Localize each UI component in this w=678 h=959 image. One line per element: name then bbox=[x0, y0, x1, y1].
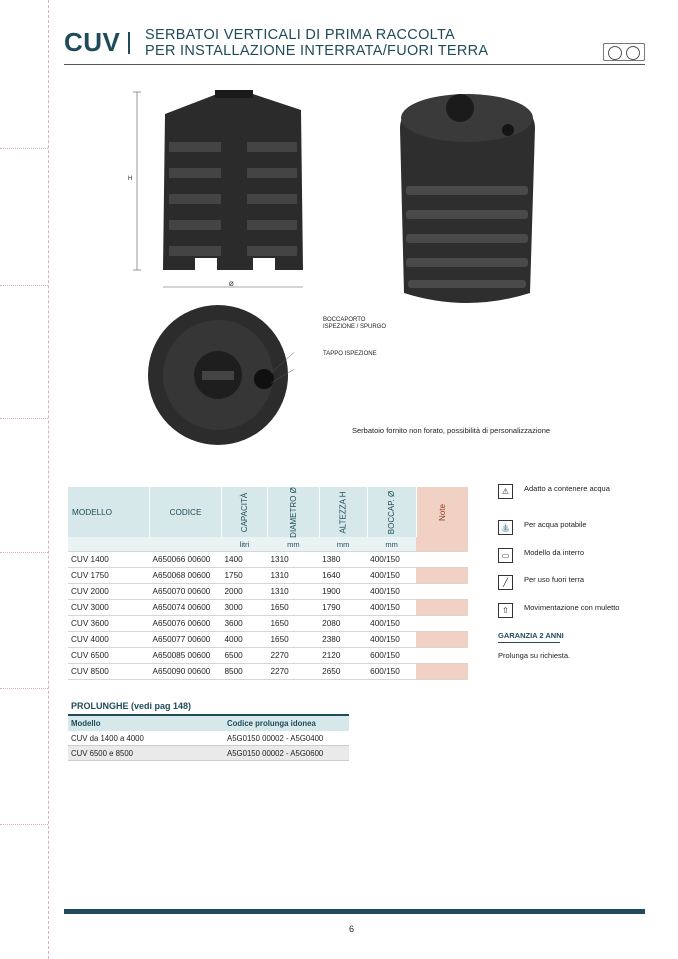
col-note: Note bbox=[416, 487, 468, 537]
col-codice: CODICE bbox=[150, 487, 222, 537]
tank-top-view bbox=[146, 303, 294, 451]
cell-altezza: 1790 bbox=[319, 600, 367, 616]
cell-codice: A650066 00600 bbox=[150, 552, 222, 568]
cell-capacita: 2000 bbox=[222, 584, 268, 600]
cell-boccap: 400/150 bbox=[367, 632, 416, 648]
tank-3d-view bbox=[390, 88, 545, 313]
cell-codice: A650076 00600 bbox=[150, 616, 222, 632]
cell-capacita: 4000 bbox=[222, 632, 268, 648]
legend-text: Adatto a contenere acqua bbox=[524, 484, 610, 493]
extensions-title: PROLUNGHE (vedi pag 148) bbox=[71, 701, 192, 711]
cell-modello: CUV 1400 bbox=[68, 552, 150, 568]
cell-diametro: 2270 bbox=[268, 664, 320, 680]
unit-altezza: mm bbox=[319, 537, 367, 552]
tap-icon: ⛲ bbox=[498, 520, 513, 535]
diameter-label: Ø bbox=[229, 282, 234, 288]
cell-note bbox=[416, 664, 468, 680]
cell-altezza: 1640 bbox=[319, 568, 367, 584]
margin-line bbox=[48, 0, 49, 959]
cell-modello: CUV 3600 bbox=[68, 616, 150, 632]
table-row bbox=[68, 648, 468, 664]
page-number: 6 bbox=[349, 924, 355, 934]
cell-modello: CUV 3000 bbox=[68, 600, 150, 616]
warranty-label: GARANZIA 2 ANNI bbox=[498, 631, 564, 640]
warning-water-icon: ⚠ bbox=[498, 484, 513, 499]
cell-note bbox=[416, 616, 468, 632]
cell-diametro: 1650 bbox=[268, 632, 320, 648]
footer-bar bbox=[64, 909, 645, 914]
margin-tick bbox=[0, 552, 48, 553]
forklift-icon: ⇧ bbox=[498, 603, 513, 618]
cell-capacita: 1750 bbox=[222, 568, 268, 584]
cell-altezza: 1900 bbox=[319, 584, 367, 600]
table-row bbox=[68, 600, 468, 616]
unit-boccap: mm bbox=[367, 537, 416, 552]
cell-codice: A650074 00600 bbox=[150, 600, 222, 616]
product-code: CUV bbox=[64, 27, 121, 57]
above-ground-crossed-icon: ╱ bbox=[498, 575, 513, 590]
header-rule bbox=[64, 64, 645, 65]
cell-codice: A650085 00600 bbox=[150, 648, 222, 664]
table-row bbox=[68, 616, 468, 632]
warranty-rule bbox=[498, 642, 560, 643]
header-separator bbox=[128, 32, 130, 54]
col-modello: MODELLO bbox=[68, 487, 150, 537]
margin-tick bbox=[0, 824, 48, 825]
cell-altezza: 2380 bbox=[319, 632, 367, 648]
col-capacita: CAPACITÀ bbox=[222, 487, 268, 537]
cell-note bbox=[416, 648, 468, 664]
legend-text: Per acqua potabile bbox=[524, 520, 587, 529]
cell-boccap: 400/150 bbox=[367, 600, 416, 616]
cell-note bbox=[416, 552, 468, 568]
legend-text: Per uso fuori terra bbox=[524, 575, 585, 584]
cell-capacita: 1400 bbox=[222, 552, 268, 568]
recycle-icon bbox=[608, 46, 622, 60]
cell-boccap: 400/150 bbox=[367, 552, 416, 568]
legend-text: Movimentazione con muletto bbox=[524, 603, 620, 612]
page-title-line1: SERBATOI VERTICALI DI PRIMA RACCOLTA bbox=[145, 27, 455, 43]
cell-codice: A650070 00600 bbox=[150, 584, 222, 600]
height-label: H bbox=[128, 176, 133, 182]
cell-altezza: 2080 bbox=[319, 616, 367, 632]
table-row bbox=[68, 632, 468, 648]
cell-capacita: 3000 bbox=[222, 600, 268, 616]
cell-capacita: 8500 bbox=[222, 664, 268, 680]
margin-tick bbox=[0, 418, 48, 419]
col-boccap: BOCCAP. Ø bbox=[367, 487, 416, 537]
margin-tick bbox=[0, 148, 48, 149]
cell-boccap: 400/150 bbox=[367, 584, 416, 600]
cell-modello: CUV 6500 bbox=[68, 648, 150, 664]
cell-diametro: 1310 bbox=[268, 568, 320, 584]
extensions-table bbox=[68, 716, 349, 761]
cell-altezza: 2650 bbox=[319, 664, 367, 680]
cell-modello: CUV 4000 bbox=[68, 632, 150, 648]
recycle-icon bbox=[626, 46, 640, 60]
underground-icon: ▭ bbox=[498, 548, 513, 563]
cell-note bbox=[416, 584, 468, 600]
ext-row-codice: A5G0150 00002 - A5G0400 bbox=[224, 731, 349, 746]
col-diametro: DIAMETRO Ø bbox=[268, 487, 320, 537]
page-title-line2: PER INSTALLAZIONE INTERRATA/FUORI TERRA bbox=[145, 43, 489, 59]
cell-boccap: 600/150 bbox=[367, 664, 416, 680]
table-row bbox=[68, 568, 468, 584]
cell-modello: CUV 2000 bbox=[68, 584, 150, 600]
drawing-caption: Serbatoio fornito non forato, possibilità di personalizzazione bbox=[352, 426, 551, 435]
cell-capacita: 6500 bbox=[222, 648, 268, 664]
cell-boccap: 400/150 bbox=[367, 616, 416, 632]
cell-altezza: 1380 bbox=[319, 552, 367, 568]
cell-modello: CUV 1750 bbox=[68, 568, 150, 584]
margin-tick bbox=[0, 285, 48, 286]
cell-diametro: 1310 bbox=[268, 552, 320, 568]
legend-text: Modello da interro bbox=[524, 548, 585, 557]
tank-side-view bbox=[125, 88, 315, 293]
recycle-icons bbox=[603, 43, 645, 61]
cell-diametro: 1650 bbox=[268, 616, 320, 632]
ext-col-codice: Codice prolunga idonea bbox=[224, 716, 349, 731]
cell-modello: CUV 8500 bbox=[68, 664, 150, 680]
unit-capacita: litri bbox=[222, 537, 268, 552]
extension-note: Prolunga su richiesta. bbox=[498, 651, 571, 660]
table-row bbox=[68, 664, 468, 680]
cell-note bbox=[416, 632, 468, 648]
cell-note bbox=[416, 600, 468, 616]
cell-boccap: 400/150 bbox=[367, 568, 416, 584]
ext-row-modello: CUV 6500 e 8500 bbox=[68, 746, 224, 761]
label-boccaporto-1: BOCCAPORTO bbox=[323, 317, 366, 323]
label-tappo: TAPPO ISPEZIONE bbox=[323, 351, 377, 357]
cell-codice: A650077 00600 bbox=[150, 632, 222, 648]
cell-diametro: 1310 bbox=[268, 584, 320, 600]
ext-row-codice: A5G0150 00002 - A5G0600 bbox=[224, 746, 349, 761]
cell-codice: A650068 00600 bbox=[150, 568, 222, 584]
cell-note bbox=[416, 568, 468, 584]
table-row bbox=[68, 584, 468, 600]
cell-diametro: 2270 bbox=[268, 648, 320, 664]
spec-table bbox=[68, 487, 469, 680]
col-altezza: ALTEZZA H bbox=[319, 487, 367, 537]
cell-codice: A650090 00600 bbox=[150, 664, 222, 680]
margin-tick bbox=[0, 688, 48, 689]
cell-capacita: 3600 bbox=[222, 616, 268, 632]
unit-diametro: mm bbox=[268, 537, 320, 552]
table-row bbox=[68, 552, 468, 568]
ext-col-modello: Modello bbox=[68, 716, 224, 731]
cell-diametro: 1650 bbox=[268, 600, 320, 616]
label-boccaporto-2: ISPEZIONE / SPURGO bbox=[323, 324, 387, 330]
cell-boccap: 600/150 bbox=[367, 648, 416, 664]
ext-row-modello: CUV da 1400 a 4000 bbox=[68, 731, 224, 746]
cell-altezza: 2120 bbox=[319, 648, 367, 664]
